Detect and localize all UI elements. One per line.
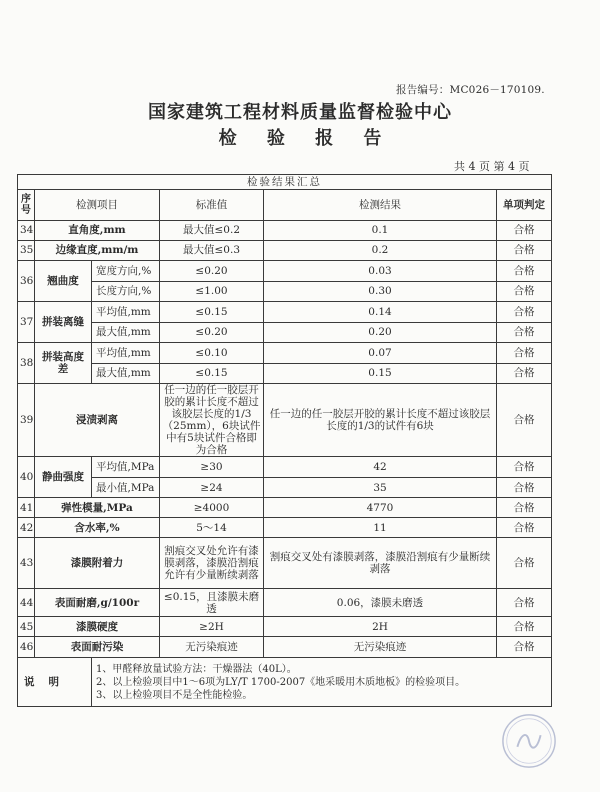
verdict: 合格 [497, 281, 552, 302]
row-number: 42 [18, 518, 35, 538]
verdict: 合格 [497, 518, 552, 538]
table-row [18, 281, 552, 302]
row-number: 37 [18, 302, 35, 343]
standard-value: ≤0.10 [160, 343, 264, 364]
test-result: 0.2 [264, 241, 497, 261]
test-item: 翘曲度 [35, 261, 92, 302]
test-item: 拼装高度差 [35, 343, 92, 384]
standard-value: ≤1.00 [160, 281, 264, 302]
table-row [18, 302, 552, 323]
test-item: 表面耐磨,g/100r [35, 589, 160, 617]
verdict: 合格 [497, 221, 552, 241]
table-row [18, 221, 552, 241]
verdict: 合格 [497, 498, 552, 518]
sub-item: 平均值,MPa [92, 457, 160, 478]
standard-value: ≤0.15，且漆膜未磨透 [160, 589, 264, 617]
standard-value: 任一边的任一胶层开胶的累计长度不超过该胶层长度的1/3（25mm），6块试件中有5块试件合格即为合格 [160, 384, 264, 457]
standard-value: ≤0.15 [160, 302, 264, 323]
verdict: 合格 [497, 637, 552, 658]
test-item: 漆膜硬度 [35, 617, 160, 637]
test-item: 直角度,mm [35, 221, 160, 241]
test-result: 割痕交叉处有漆膜剥落，漆膜沿割痕有少量断续剥落 [264, 538, 497, 589]
verdict: 合格 [497, 589, 552, 617]
sub-item: 平均值,mm [92, 302, 160, 323]
note-line: 1、甲醛释放量试验方法：干燥器法（40L）。 [96, 663, 297, 675]
table-row [18, 637, 552, 658]
standard-value: 最大值≤0.3 [160, 241, 264, 261]
table-row [18, 322, 552, 343]
sub-item: 长度方向,% [92, 281, 160, 302]
standard-value: ≥24 [160, 477, 264, 498]
test-result: 4770 [264, 498, 497, 518]
standard-value: ≥4000 [160, 498, 264, 518]
test-result: 0.06，漆膜未磨透 [264, 589, 497, 617]
sub-item: 宽度方向,% [92, 261, 160, 282]
test-item: 静曲强度 [35, 457, 92, 498]
test-result: 0.15 [264, 363, 497, 384]
header-seq: 序号 [18, 190, 35, 221]
test-item: 弹性模量,MPa [35, 498, 160, 518]
table-row [18, 477, 552, 498]
header-result: 检测结果 [264, 190, 497, 221]
table-row [18, 518, 552, 538]
row-number: 46 [18, 637, 35, 658]
standard-value: 5～14 [160, 518, 264, 538]
table-row [18, 384, 552, 457]
notes-row [18, 658, 552, 707]
verdict: 合格 [497, 241, 552, 261]
sub-item: 最小值,MPa [92, 477, 160, 498]
table-row [18, 363, 552, 384]
sub-item: 最大值,mm [92, 322, 160, 343]
row-number: 44 [18, 589, 35, 617]
test-result: 任一边的任一胶层开胶的累计长度不超过该胶层长度的1/3的试件有6块 [264, 384, 497, 457]
row-number: 39 [18, 384, 35, 457]
test-result: 42 [264, 457, 497, 478]
test-item: 漆膜附着力 [35, 538, 160, 589]
sub-item: 平均值,mm [92, 343, 160, 364]
verdict: 合格 [497, 384, 552, 457]
table-row [18, 241, 552, 261]
table-row [18, 589, 552, 617]
test-result: 0.07 [264, 343, 497, 364]
standard-value: ≤0.20 [160, 322, 264, 343]
row-number: 38 [18, 343, 35, 384]
verdict: 合格 [497, 363, 552, 384]
test-result: 0.03 [264, 261, 497, 282]
test-item: 含水率,% [35, 518, 160, 538]
header-item: 检测项目 [35, 190, 160, 221]
test-result: 11 [264, 518, 497, 538]
row-number: 45 [18, 617, 35, 637]
standard-value: 无污染痕迹 [160, 637, 264, 658]
table-row [18, 617, 552, 637]
table-row [18, 538, 552, 589]
verdict: 合格 [497, 477, 552, 498]
table-title: 检验结果汇总 [18, 175, 552, 190]
note-line: 3、以上检验项目不是全性能检验。 [96, 689, 253, 701]
verdict: 合格 [497, 302, 552, 323]
standard-value: 最大值≤0.2 [160, 221, 264, 241]
row-number: 43 [18, 538, 35, 589]
header-standard: 标准值 [160, 190, 264, 221]
test-result: 0.1 [264, 221, 497, 241]
test-item: 浸渍剥离 [35, 384, 160, 457]
test-result: 0.14 [264, 302, 497, 323]
test-result: 0.20 [264, 322, 497, 343]
note-line: 2、以上检验项目中1～6项为LY/T 1700-2007《地采暖用木质地板》的检验项目。 [96, 676, 466, 688]
verdict: 合格 [497, 261, 552, 282]
report-number: 报告编号：MC026－170109. [396, 84, 545, 96]
table-header-row [18, 190, 552, 221]
row-number: 41 [18, 498, 35, 518]
test-result: 2H [264, 617, 497, 637]
standard-value: 割痕交叉处允许有漆膜剥落，漆膜沿割痕允许有少量断续剥落 [160, 538, 264, 589]
page-indicator: 共 4 页 第 4 页 [454, 160, 530, 173]
table-row [18, 261, 552, 282]
test-item: 边缘直度,mm/m [35, 241, 160, 261]
results-summary-table [17, 174, 552, 707]
standard-value: ≥2H [160, 617, 264, 637]
watermark-seal [500, 712, 558, 770]
notes-content [92, 658, 552, 707]
test-result: 35 [264, 477, 497, 498]
standard-value: ≤0.15 [160, 363, 264, 384]
table-row [18, 498, 552, 518]
table-row [18, 343, 552, 364]
test-result: 无污染痕迹 [264, 637, 497, 658]
test-item: 表面耐污染 [35, 637, 160, 658]
sub-item: 最大值,mm [92, 363, 160, 384]
verdict: 合格 [497, 617, 552, 637]
verdict: 合格 [497, 538, 552, 589]
standard-value: ≥30 [160, 457, 264, 478]
row-number: 40 [18, 457, 35, 498]
notes-label: 说明 [18, 658, 92, 707]
header-verdict: 单项判定 [497, 190, 552, 221]
document-title: 检 验 报 告 [218, 128, 394, 149]
test-result: 0.30 [264, 281, 497, 302]
row-number: 36 [18, 261, 35, 302]
verdict: 合格 [497, 457, 552, 478]
test-item: 拼装离缝 [35, 302, 92, 343]
row-number: 35 [18, 241, 35, 261]
table-row [18, 457, 552, 478]
verdict: 合格 [497, 322, 552, 343]
row-number: 34 [18, 221, 35, 241]
organization-name: 国家建筑工程材料质量监督检验中心 [148, 102, 452, 123]
standard-value: ≤0.20 [160, 261, 264, 282]
verdict: 合格 [497, 343, 552, 364]
